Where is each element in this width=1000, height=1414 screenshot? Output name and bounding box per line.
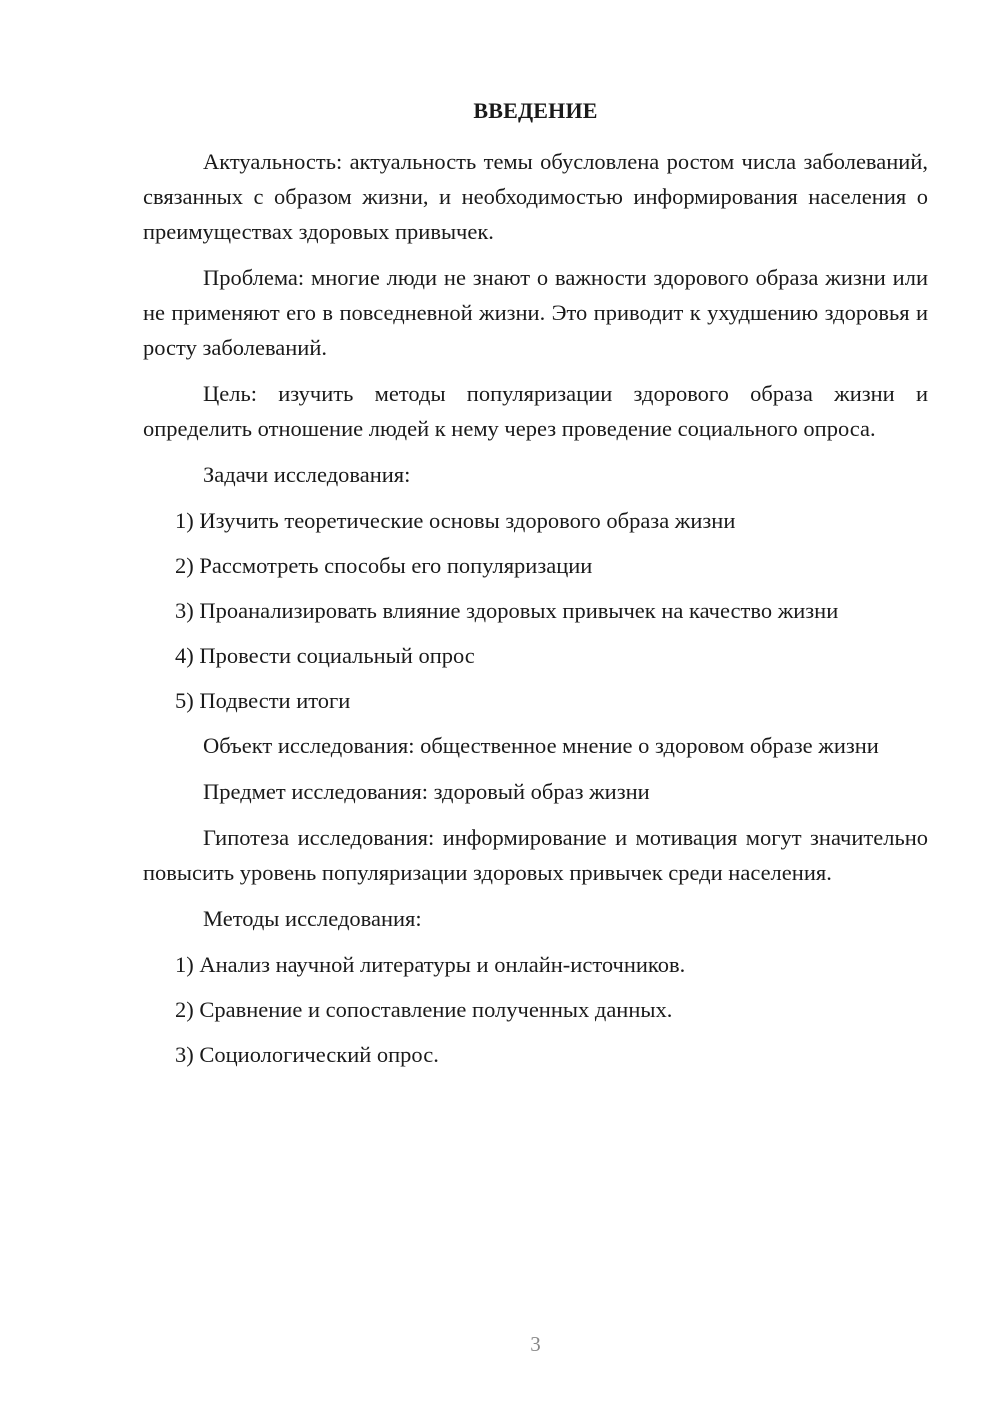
task-item: 1) Изучить теоретические основы здорового образа жизни: [175, 508, 736, 533]
page-number: 3: [530, 1332, 541, 1356]
problem-paragraph: Проблема: многие люди не знают о важности здорового образа жизни или не применяют его в повседневной жизни. Это приводит к ухудшению здоровья и росту заболеваний.: [143, 265, 928, 360]
task-item: 3) Проанализировать влияние здоровых привычек на качество жизни: [175, 598, 839, 623]
goal-paragraph: Цель: изучить методы популяризации здорового образа жизни и определить отношение людей к нему через проведение социального опроса.: [143, 381, 928, 441]
subject-paragraph: Предмет исследования: здоровый образ жизни: [203, 779, 650, 804]
method-item: 1) Анализ научной литературы и онлайн-источников.: [175, 952, 686, 977]
method-item: 3) Социологический опрос.: [175, 1042, 439, 1067]
task-item: 4) Провести социальный опрос: [175, 643, 475, 668]
tasks-heading: Задачи исследования:: [203, 462, 411, 487]
relevance-paragraph: Актуальность: актуальность темы обусловлена ростом числа заболеваний, связанных с образом жизни, и необходимостью информирования населения о преимуществах здоровых привычек.: [143, 149, 928, 244]
task-item: 5) Подвести итоги: [175, 688, 351, 713]
document-page: [143, 96, 928, 1082]
task-item: 2) Рассмотреть способы его популяризации: [175, 553, 593, 578]
method-item: 2) Сравнение и сопоставление полученных данных.: [175, 997, 673, 1022]
methods-heading: Методы исследования:: [203, 906, 422, 931]
hypothesis-paragraph: Гипотеза исследования: информирование и мотивация могут значительно повысить уровень популяризации здоровых привычек среди населения.: [143, 825, 928, 885]
object-paragraph: Объект исследования: общественное мнение о здоровом образе жизни: [203, 733, 879, 758]
page-title: ВВЕДЕНИЕ: [473, 98, 598, 123]
